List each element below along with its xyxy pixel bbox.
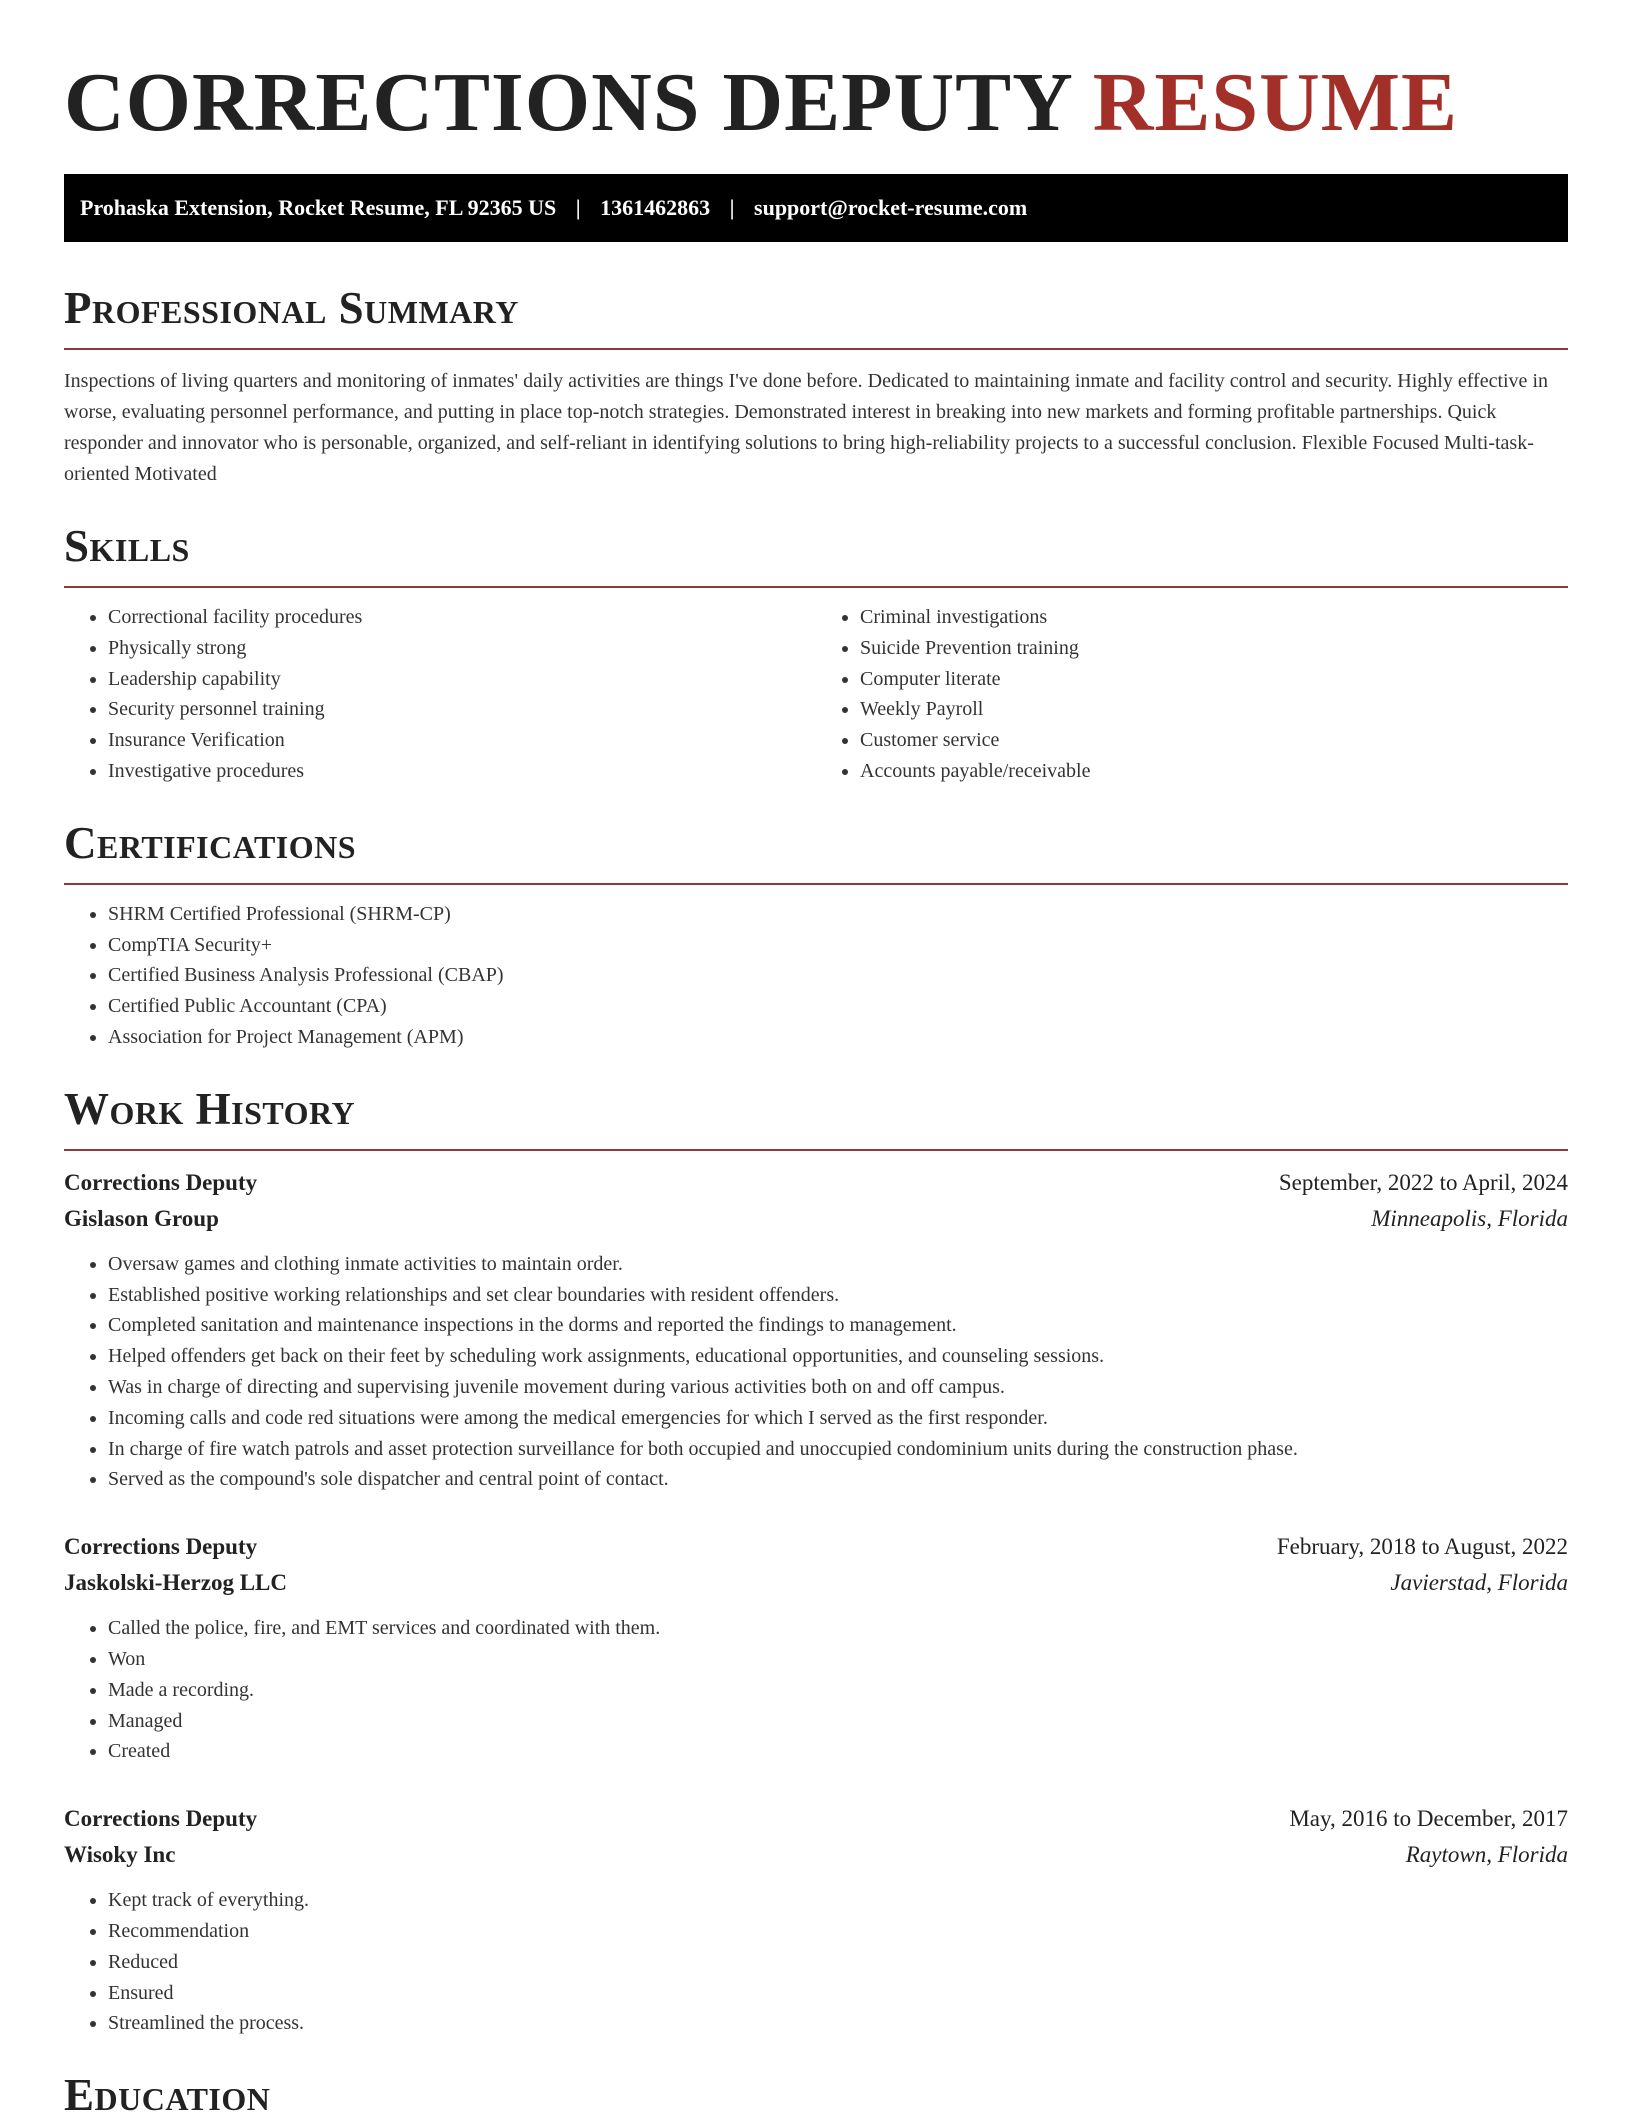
section-divider	[64, 348, 1568, 350]
skills-section	[64, 520, 1568, 787]
job-entry	[64, 1801, 1568, 2039]
job-bullet: • Completed sanitation and maintenance inspections in the dorms and reported the findings to management.	[108, 1310, 1568, 1341]
job-bullet: • Incoming calls and code red situations were among the medical emergencies for which I served as the first responder.	[108, 1403, 1568, 1434]
contact-email[interactable]: support@rocket-resume.com	[754, 195, 1028, 220]
skill-item: • Correctional facility procedures	[108, 602, 816, 633]
contact-bar	[64, 174, 1568, 242]
skills-grid	[64, 602, 1568, 787]
skill-item: • Computer literate	[860, 664, 1568, 695]
education-section	[64, 2069, 1568, 2121]
certifications-heading: Certifications	[64, 817, 357, 868]
summary-text: Inspections of living quarters and monitoring of inmates' daily activities are things I've done before. Dedicated to maintaining inmate and facility control and security. Highly effective in worse, evaluating personnel performance, and putting in place top-notch strategies. Demonstrated interest in breaking into new markets and forming profitable partnerships. Quick responder and innovator who is personable, organized, and self-reliant in identifying solutions to bring high-reliability projects to a successful conclusion. Flexible Focused Multi-task-oriented Motivated	[64, 370, 1548, 485]
skills-list-right	[816, 602, 1568, 787]
education-heading: Education	[64, 2070, 271, 2121]
certification-item: • Certified Business Analysis Professional (CBAP)	[108, 960, 1568, 991]
work-history-section	[64, 1083, 1568, 2039]
job-dates: September, 2022 to April, 2024	[1278, 1169, 1568, 1195]
skill-item: • Suicide Prevention training	[860, 633, 1568, 664]
job-bullet: • In charge of fire watch patrols and asset protection surveillance for both occupied and unoccupied condominium units during the construction phase.	[108, 1434, 1568, 1465]
certifications-section	[64, 817, 1568, 1053]
job-company: Jaskolski-Herzog LLC	[64, 1570, 287, 1596]
job-bullet: • Helped offenders get back on their feet by scheduling work assignments, educational opportunities, and counseling sessions.	[108, 1341, 1568, 1372]
job-company: Wisoky Inc	[64, 1842, 176, 1868]
job-dates: February, 2018 to August, 2022	[1276, 1534, 1568, 1560]
skill-item: • Accounts payable/receivable	[860, 756, 1568, 787]
section-divider	[64, 586, 1568, 588]
certifications-list	[64, 899, 1568, 1053]
summary-heading: Professional Summary	[64, 283, 519, 333]
skills-heading: Skills	[64, 521, 190, 571]
job-bullet: • Made a recording.	[108, 1675, 1568, 1706]
summary-section	[64, 282, 1568, 490]
section-divider	[64, 1149, 1568, 1151]
job-bullet: • Streamlined the process.	[108, 2008, 1568, 2039]
certification-item: • Certified Public Accountant (CPA)	[108, 991, 1568, 1022]
skill-item: • Insurance Verification	[108, 725, 816, 756]
job-header-row	[64, 1529, 1568, 1565]
certification-item: • SHRM Certified Professional (SHRM-CP)	[108, 899, 1568, 930]
skills-list-left	[64, 602, 816, 787]
contact-address: Prohaska Extension, Rocket Resume, FL 92365 US	[80, 195, 557, 220]
skill-item: • Security personnel training	[108, 694, 816, 725]
job-bullets	[64, 1249, 1568, 1495]
job-bullet: • Created	[108, 1736, 1568, 1767]
title-accent: RESUME	[1092, 56, 1459, 149]
work-history-heading: Work History	[64, 1083, 356, 1134]
job-location: Javierstad, Florida	[1390, 1570, 1568, 1596]
skill-item: • Physically strong	[108, 633, 816, 664]
job-bullets	[64, 1885, 1568, 2039]
certification-item: • CompTIA Security+	[108, 930, 1568, 961]
job-title: Corrections Deputy	[64, 1806, 258, 1832]
skill-item: • Weekly Payroll	[860, 694, 1568, 725]
job-subheader-row	[64, 1837, 1568, 1873]
job-title: Corrections Deputy	[64, 1169, 258, 1195]
title-main: CORRECTIONS DEPUTY	[64, 56, 1071, 149]
certification-item: • Association for Project Management (APM)	[108, 1022, 1568, 1053]
job-subheader-row	[64, 1565, 1568, 1601]
job-bullet: • Was in charge of directing and supervising juvenile movement during various activities both on and off campus.	[108, 1372, 1568, 1403]
job-entry	[64, 1529, 1568, 1767]
job-dates: May, 2016 to December, 2017	[1289, 1806, 1568, 1832]
job-bullet: • Ensured	[108, 1978, 1568, 2009]
job-header-row	[64, 1165, 1568, 1201]
job-bullets	[64, 1613, 1568, 1767]
skill-item: • Customer service	[860, 725, 1568, 756]
job-bullet: • Called the police, fire, and EMT services and coordinated with them.	[108, 1613, 1568, 1644]
job-header-row	[64, 1801, 1568, 1837]
section-divider	[64, 883, 1568, 885]
job-bullet: • Served as the compound's sole dispatcher and central point of contact.	[108, 1464, 1568, 1495]
job-bullet: • Kept track of everything.	[108, 1885, 1568, 1916]
job-bullet: • Oversaw games and clothing inmate activities to maintain order.	[108, 1249, 1568, 1280]
job-location: Minneapolis, Florida	[1371, 1205, 1568, 1231]
skill-item: • Leadership capability	[108, 664, 816, 695]
contact-separator: |	[575, 195, 581, 220]
job-bullet: • Managed	[108, 1706, 1568, 1737]
job-bullet: • Won	[108, 1644, 1568, 1675]
resume-title	[64, 0, 1568, 154]
contact-phone[interactable]: 1361462863	[600, 195, 711, 220]
job-bullet: • Reduced	[108, 1947, 1568, 1978]
job-subheader-row	[64, 1201, 1568, 1237]
job-bullet: • Established positive working relationships and set clear boundaries with resident offenders.	[108, 1280, 1568, 1311]
job-company: Gislason Group	[64, 1205, 219, 1231]
job-location: Raytown, Florida	[1405, 1842, 1568, 1868]
job-title: Corrections Deputy	[64, 1534, 258, 1560]
skill-item: • Investigative procedures	[108, 756, 816, 787]
contact-separator: |	[729, 195, 735, 220]
skill-item: • Criminal investigations	[860, 602, 1568, 633]
job-bullet: • Recommendation	[108, 1916, 1568, 1947]
job-entry	[64, 1165, 1568, 1495]
